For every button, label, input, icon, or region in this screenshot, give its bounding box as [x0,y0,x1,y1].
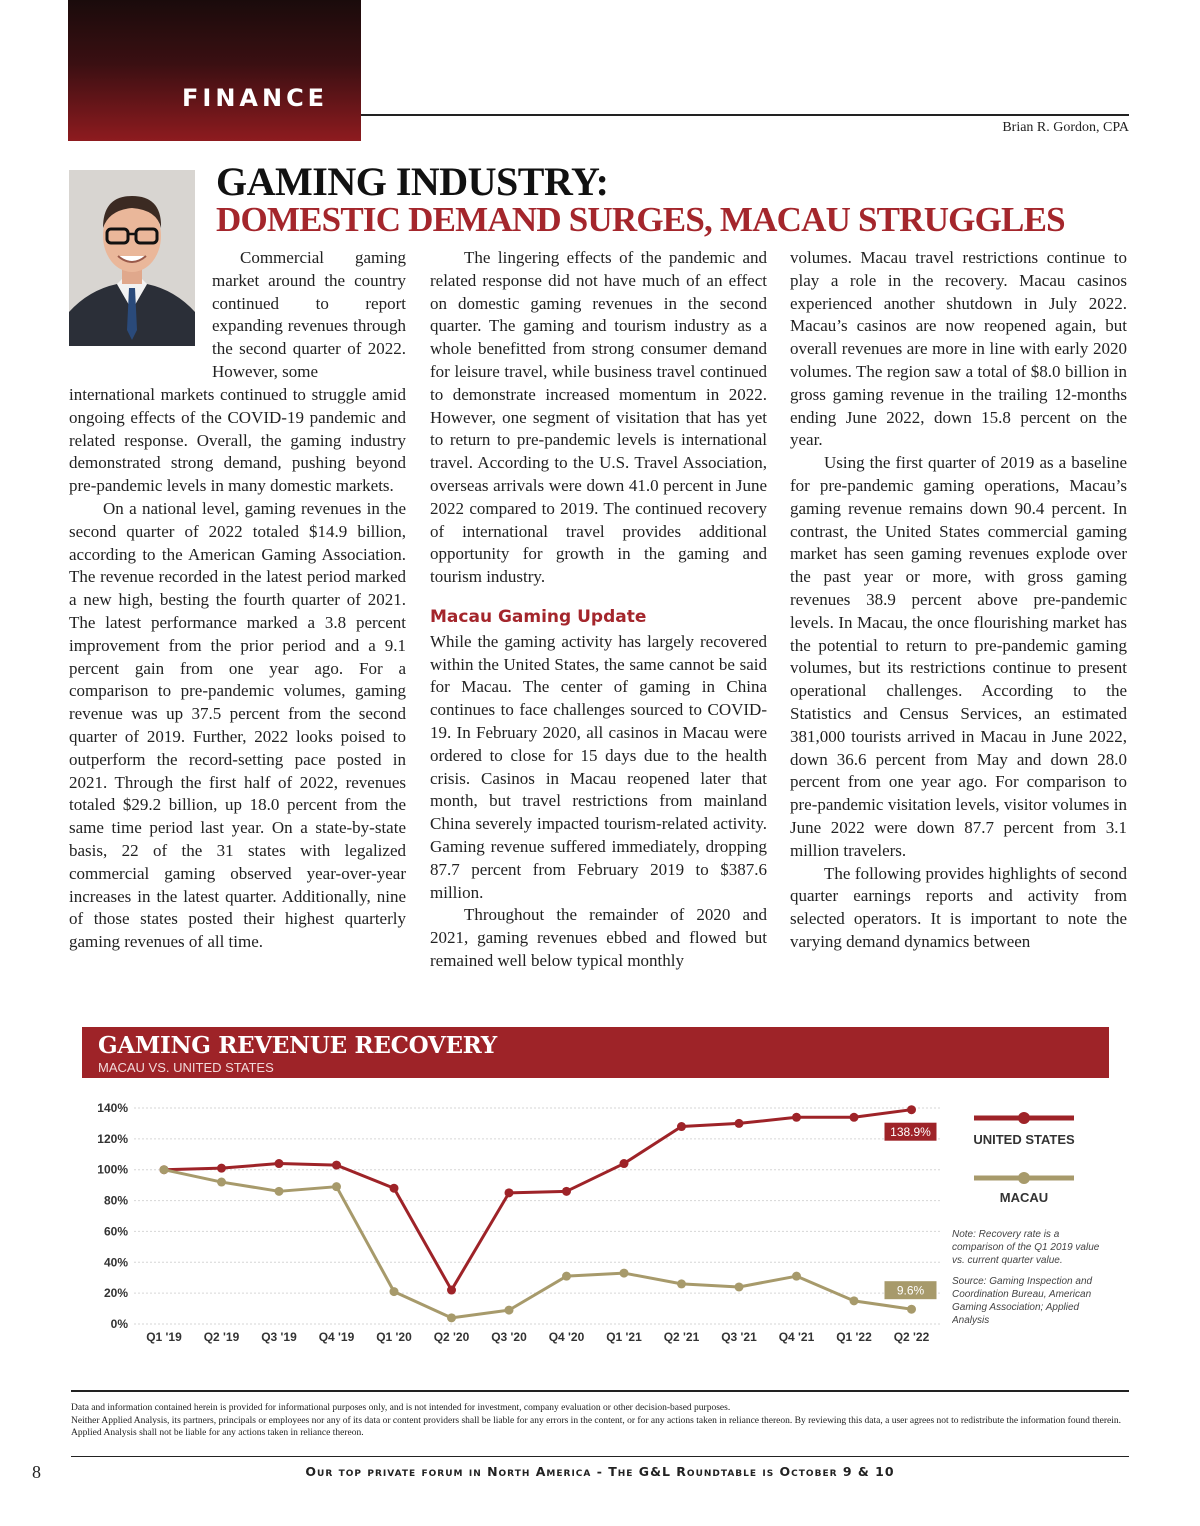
x-tick-label: Q2 '22 [893,1330,930,1344]
paragraph: Commercial gaming market around the country continued to report expanding revenues through the second quarter of 2022. However, some [212,248,406,381]
data-point-united-states [217,1164,226,1173]
data-point-united-states [447,1286,456,1295]
x-tick-label: Q3 '19 [261,1330,297,1344]
y-tick-label: 140% [97,1101,128,1115]
paragraph: The lingering effects of the pandemic and related response did not have much of an effect on domestic gaming revenues in the second quarter. The gaming and tourism industry as a whole benefitted from strong consumer demand for leisure travel, while business travel continued to demonstrate increased momentum in 2022. However, one segment of visitation that has yet to return to pre-pandemic levels is international travel. According to the U.S. Travel Association, overseas arrivals were down 41.0 percent in June 2022 compared to 2019. The continued recovery of international travel provides additional opportunity for growth in the gaming and tourism industry. [430,248,767,587]
data-point-united-states [275,1159,284,1168]
y-tick-label: 60% [103,1224,128,1239]
x-tick-label: Q4 '19 [318,1330,355,1344]
x-tick-label: Q2 '20 [433,1330,470,1344]
data-point-macau [850,1296,859,1305]
section-subhead: Macau Gaming Update [430,606,647,627]
end-label-united-states: 138.9% [890,1125,931,1140]
data-point-macau [620,1269,629,1278]
series-line-united-states [164,1110,912,1290]
y-tick-label: 100% [97,1162,128,1177]
data-point-macau [792,1272,801,1281]
x-tick-label: Q2 '19 [203,1330,240,1344]
article-column-1 [69,384,406,954]
footer-promo: Our top private forum in North America - The G&L Roundtable is October 9 & 10 [305,1464,895,1479]
paragraph: The following provides highlights of second quarter earnings reports and activity from selected operators. It is important to note the varying demand dynamics between [790,863,1127,951]
footer-rule [71,1456,1129,1457]
legend-label-united-states: UNITED STATES [973,1132,1075,1147]
chart-notes [952,1228,1102,1360]
x-tick-label: Q1 '21 [606,1330,642,1344]
data-point-macau [677,1279,686,1288]
article-column-1-intro [212,247,406,384]
disclaimer [71,1390,1129,1440]
data-point-united-states [677,1122,686,1131]
data-point-united-states [562,1187,571,1196]
legend-label-macau: MACAU [999,1190,1049,1205]
x-tick-label: Q2 '21 [663,1330,700,1344]
y-tick-label: 80% [103,1193,128,1208]
author-photo [69,170,195,346]
y-tick-label: 20% [103,1286,128,1301]
paragraph: On a national level, gaming revenues in the second quarter of 2022 totaled $14.9 billion, according to the American Gaming Association. The revenue recorded in the latest period marked a new high, besting the fourth quarter of 2021. The latest performance marked a 3.8 percent improvement from the prior period and a 9.1 percent gain from one year ago. For a comparison to pre-pandemic volumes, gaming revenue was up 37.5 percent from the second quarter of 2019. Further, 2022 looks poised to outperform the record-setting pace posted in 2021. Through the first half of 2022, revenues totaled $29.2 billion, up 18.0 percent from the same time period last year. On a state-by-state basis, 22 of the 31 states with legalized commercial gaming observed year-over-year increases in the latest quarter. Additionally, nine of those states posted their highest quarterly gaming revenues of all time. [69,498,406,952]
data-point-macau [907,1305,916,1314]
x-tick-label: Q4 '21 [778,1330,815,1344]
data-point-macau [160,1165,169,1174]
chart-source: Source: Gaming Inspection and Coordination Bureau, American Gaming Association; Applied Analysis [952,1276,1093,1326]
gaming-revenue-chart [82,1090,1112,1360]
x-tick-label: Q1 '22 [836,1330,872,1344]
article-subtitle: DOMESTIC DEMAND SURGES, MACAU STRUGGLES [216,200,1065,239]
data-point-macau [217,1178,226,1187]
paragraph: international markets continued to struggle amid ongoing effects of the COVID-19 pandemic and related response. Overall, the gaming industry demonstrated strong demand, pushing beyond pre-pandemic levels in many domestic markets. [69,385,406,496]
x-tick-label: Q3 '20 [491,1330,527,1344]
data-point-united-states [850,1113,859,1122]
y-tick-label: 40% [103,1255,128,1270]
data-point-united-states [332,1161,341,1170]
article-title: GAMING INDUSTRY: [216,159,609,204]
chart-subtitle: MACAU VS. UNITED STATES [98,1060,274,1075]
data-point-macau [332,1182,341,1191]
chart-title: GAMING REVENUE RECOVERY [98,1032,497,1059]
finance-section-tab [68,0,361,141]
data-point-macau [447,1313,456,1322]
x-tick-label: Q4 '20 [548,1330,585,1344]
y-tick-label: 120% [97,1131,128,1146]
x-tick-label: Q3 '21 [721,1330,757,1344]
legend-marker-united-states [1018,1112,1030,1124]
data-point-macau [735,1282,744,1291]
x-tick-label: Q1 '20 [376,1330,412,1344]
disclaimer-line-2: Neither Applied Analysis, its partners, principals or employees nor any of its data or content providers shall be liable for any errors in the content, or for any actions taken in reliance thereon. By reviewing this data, a user agrees not to redistribute the information found therein. Applied Analysis shall not be liable for any actions taken in reliance thereon. [71,1415,1121,1438]
header-rule [361,114,1129,116]
data-point-macau [275,1187,284,1196]
author-portrait-illustration [69,170,195,346]
article-column-3 [790,247,1127,954]
paragraph: volumes. Macau travel restrictions continue to play a role in the recovery. Macau casinos experienced another shutdown in July 2022. Macau’s casinos are now reopened again, but overall revenues are more in line with early 2020 volumes. The region saw a total of $8.0 billion in gross gaming revenue in the trailing 12-months ending June 2022, down 15.8 percent on the year. [790,248,1127,450]
data-point-macau [390,1287,399,1296]
data-point-macau [562,1272,571,1281]
paragraph: Throughout the remainder of 2020 and 2021, gaming revenues ebbed and flowed but remained well below typical monthly [430,905,767,970]
data-point-united-states [907,1105,916,1114]
data-point-united-states [390,1184,399,1193]
end-label-macau: 9.6% [896,1283,925,1298]
data-point-macau [505,1306,514,1315]
disclaimer-line-1: Data and information contained herein is provided for informational purposes only, and is not intended for investment, company evaluation or other decision-based purposes. [71,1403,731,1413]
article-column-2 [430,247,767,973]
data-point-united-states [735,1119,744,1128]
chart-note: Note: Recovery rate is a comparison of the Q1 2019 value vs. current quarter value. [952,1229,1100,1266]
paragraph: While the gaming activity has largely recovered within the United States, the same cannot be said for Macau. The center of gaming in China continues to face challenges sourced to COVID-19. In February 2020, all casinos in Macau were ordered to close for 15 days due to the health crisis. Casinos in Macau reopened later that month, but travel restrictions from mainland China severely impacted tourism-related activity. Gaming revenue suffered immediately, dropping 87.7 percent from February 2019 to $387.6 million. [430,631,767,902]
data-point-united-states [792,1113,801,1122]
data-point-united-states [505,1188,514,1197]
y-tick-label: 0% [110,1317,128,1331]
x-tick-label: Q1 '19 [146,1330,182,1344]
section-label: FINANCE [182,84,329,112]
paragraph: Using the first quarter of 2019 as a baseline for pre-pandemic gaming operations, Macau’s gaming revenue remains down 90.4 percent. In contrast, the United States commercial gaming market has seen gaming revenues explode over the past year or more, with gross gaming revenues 38.9 percent above pre-pandemic levels. In Macau, the once flourishing market has the potential to return to pre-pandemic gaming volumes, but its restrictions continue to present operational challenges. According to the Statistics and Census Services, an estimated 381,000 tourists arrived in Macau in June 2022, down 36.6 percent from May and down 28.0 percent from one year ago. For comparison to pre-pandemic visitation levels, visitor volumes in June 2022 were down 87.7 percent from 3.1 million travelers. [790,453,1127,860]
chart-banner [82,1027,1109,1078]
author-byline: Brian R. Gordon, CPA [1002,120,1129,135]
page-number: 8 [32,1462,41,1482]
legend-marker-macau [1018,1172,1030,1184]
data-point-united-states [620,1159,629,1168]
